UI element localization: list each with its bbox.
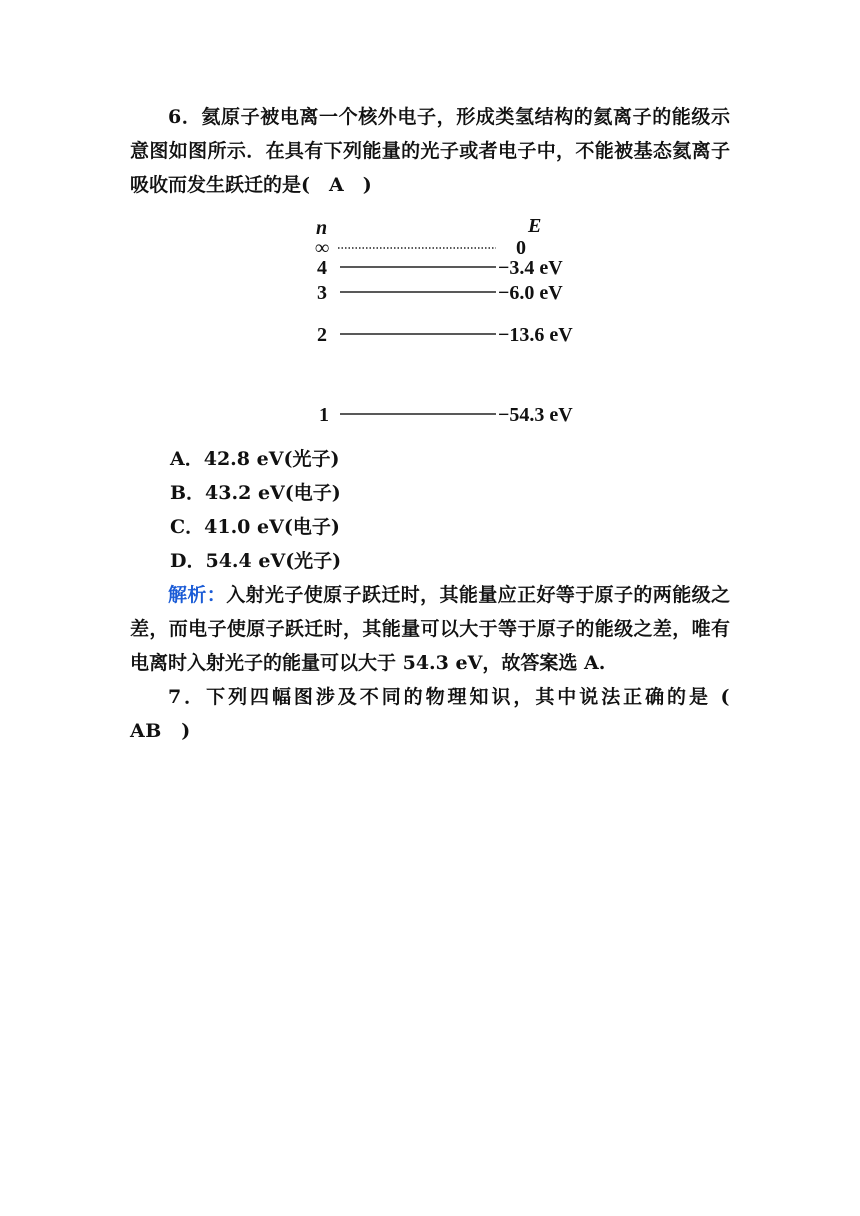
question-6: 6．氦原子被电离一个核外电子，形成类氢结构的氦离子的能级示意图如图所示．在具有下列能量的光子或者电子中，不能被基态氦离子吸收而发生跃迁的是( A ) (130, 106, 730, 196)
answer-options (170, 442, 341, 578)
question-7: 7．下列四幅图涉及不同的物理知识，其中说法正确的是 ( AB ) (130, 686, 750, 742)
option-c: C．41.0 eV(电子) (170, 516, 340, 538)
energy-level-diagram (300, 210, 620, 430)
n-axis-label: n (316, 217, 328, 239)
analysis-label: 解析： (168, 584, 227, 606)
level-energy-3: −6.0 eV (498, 282, 563, 304)
level-energy-4: −3.4 eV (498, 257, 563, 279)
level-n-4: 4 (317, 257, 327, 279)
option-d: D．54.4 eV(光子) (170, 550, 342, 572)
level-energy-inf: 0 (516, 237, 526, 259)
analysis-text: 入射光子使原子跃迁时，其能量应正好等于原子的两能级之差，而电子使原子跃迁时，其能量可以大于等于原子的能级之差，唯有电离时入射光子的能量可以大于 54.3 eV，故答案选 A. (130, 584, 730, 674)
level-n-2: 2 (317, 324, 327, 346)
analysis-paragraph (130, 578, 730, 680)
level-n-3: 3 (317, 282, 327, 304)
level-n-1: 1 (319, 404, 329, 426)
option-a: A．42.8 eV(光子) (170, 448, 340, 470)
e-axis-label: E (528, 215, 542, 237)
option-b: B．43.2 eV(电子) (170, 482, 341, 504)
level-energy-1: −54.3 eV (498, 404, 573, 426)
level-energy-2: −13.6 eV (498, 324, 573, 346)
level-n-inf: ∞ (315, 237, 330, 259)
